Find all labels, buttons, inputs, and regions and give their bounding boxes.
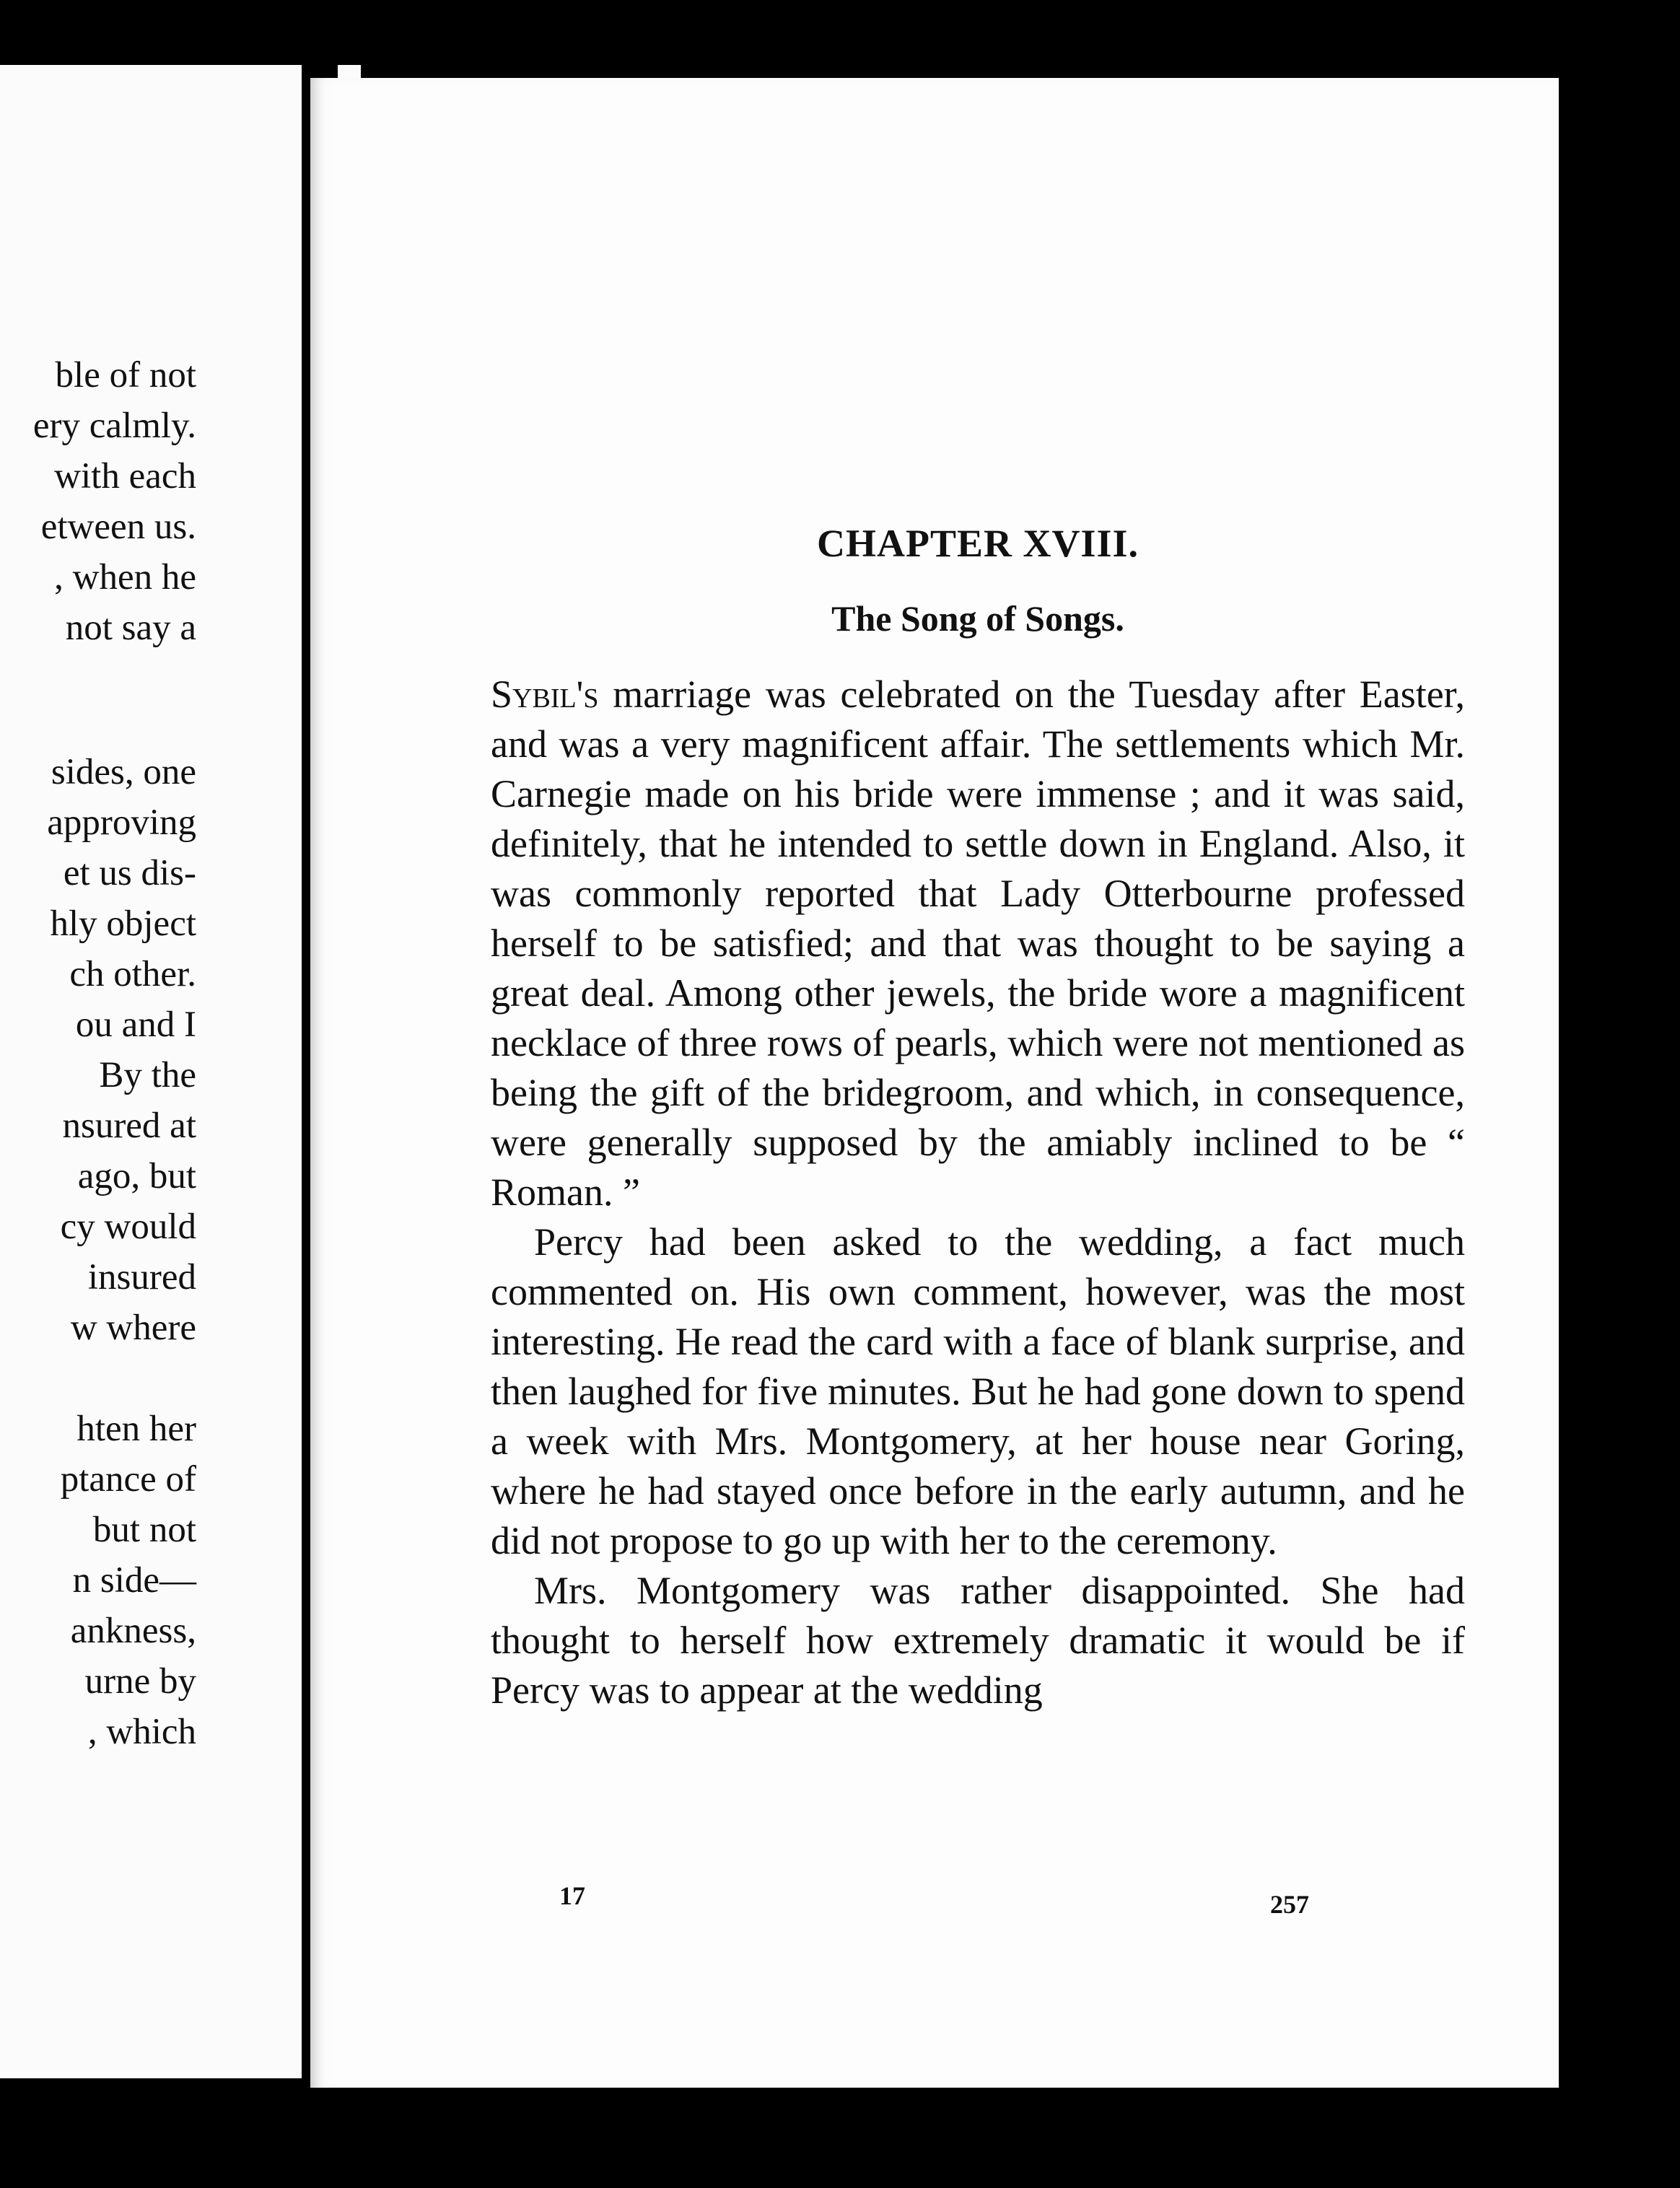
left-line: w where	[70, 1308, 196, 1348]
left-line: approving	[47, 802, 196, 843]
chapter-subtitle: The Song of Songs.	[831, 598, 1124, 639]
left-line: insured	[87, 1257, 196, 1298]
left-line: not say a	[65, 608, 196, 648]
signature-mark: 17	[559, 1881, 585, 1910]
left-line: n side—	[72, 1560, 196, 1601]
left-line: with each	[54, 456, 196, 496]
left-line: , when he	[54, 557, 196, 598]
left-line: urne by	[84, 1661, 196, 1702]
left-line: ery calmly.	[32, 406, 196, 446]
left-line: ch other.	[69, 954, 196, 994]
page-number: 257	[1270, 1890, 1309, 1919]
left-line: nsured at	[62, 1106, 196, 1146]
chapter-heading: CHAPTER XVIII.	[816, 522, 1139, 565]
chapter-body	[491, 670, 1465, 1715]
left-line: cy would	[60, 1207, 196, 1247]
left-line: hten her	[76, 1409, 196, 1449]
scan-border	[1559, 123, 1680, 2188]
left-line: ptance of	[60, 1459, 196, 1500]
left-line: hly object	[50, 903, 196, 944]
paragraph-lead-word: Sybil's	[491, 673, 599, 716]
left-line: but not	[92, 1510, 196, 1550]
paragraph-text: marriage was celebrated on the Tuesday after Easter, and was a very magnificent affair. The settlements which Mr. Carnegie made on his bride were immense ; and it was said, definitely, that he intended to settle down in England. Also, it was commonly reported that Lady Otterbourne professed herself to be satisfied; and that was thought to be saying a great deal. Among other jewels, the bride wore a magnificent necklace of three rows of pearls, which were not mentioned as being the gift of the bridegroom, and which, in consequence, were generally supposed by the amiably inclined to be “ Roman. ”	[491, 673, 1465, 1214]
left-line: ou and I	[75, 1005, 196, 1045]
paragraph: Percy had been asked to the wedding, a fact much commented on. His own comment, however, was the most interesting. He read the card with a face of blank surprise, and then laughed for five minutes. But he had gone down to spend a week with Mrs. Montgomery, at her house near Goring, where he had stayed once before in the early autumn, and he did not propose to go up with her to the ceremony.	[491, 1220, 1465, 1562]
right-page	[310, 78, 1559, 2088]
left-line: , which	[87, 1712, 196, 1752]
paragraph: Mrs. Montgomery was rather disappointed. She had thought to herself how extremely dramatic it would be if Percy was to appear at the wedding	[491, 1569, 1465, 1712]
paragraph	[491, 670, 1465, 1217]
left-line: By the	[99, 1055, 196, 1095]
left-line: et us dis-	[63, 853, 196, 893]
left-line: ankness,	[70, 1611, 196, 1651]
left-line: sides, one	[51, 752, 196, 792]
left-line: ago, but	[77, 1156, 196, 1196]
left-line: etween us.	[40, 507, 196, 547]
left-line: ble of not	[55, 355, 196, 395]
